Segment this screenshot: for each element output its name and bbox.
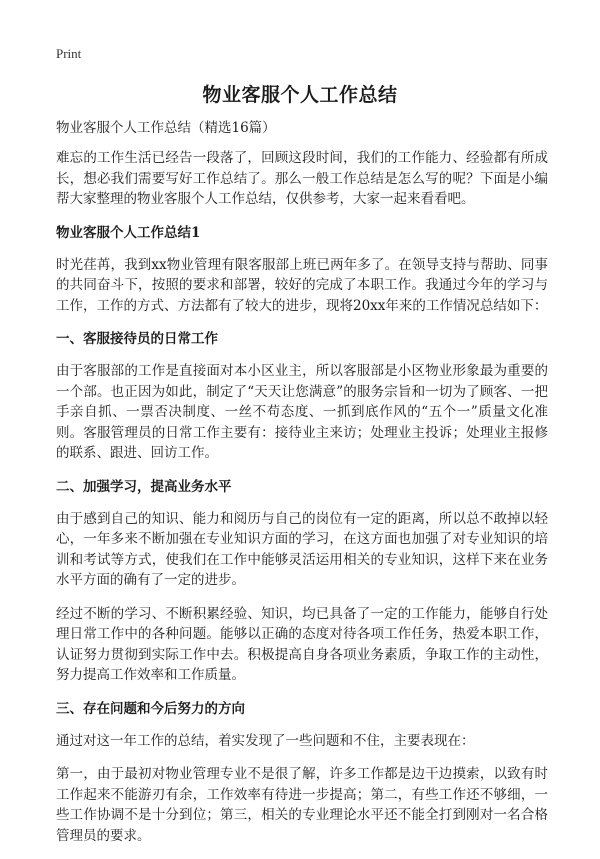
heading-reception-work: 一、客服接待员的日常工作 [56,331,218,347]
article-body [56,118,548,859]
intro-paragraph: 难忘的工作生活已经告一段落了，回顾这段时间，我们的工作能力、经验都有所成长，想必我们需要写好工作总结了。那么一般工作总结是怎么写的呢？下面是小编帮大家整理的物业客服个人工作总结，仅供参考，大家一起来看看吧。 [56,150,548,207]
print-link[interactable]: Print [56,46,82,61]
opening-paragraph: 时光荏苒，我到xx物业管理有限客服部上班已两年多了。在领导支持与帮助、同事的共同奋斗下，按照的要求和部署，较好的完成了本职工作。我通过今年的学习与工作，工作的方式、方法都有了较大的进步，现将20xx年来的工作情况总结如下： [56,256,548,314]
paragraph-study-1: 由于感到自己的知识、能力和阅历与自己的岗位有一定的距离，所以总不敢掉以轻心，一年多来不断加强在专业知识方面的学习，在这方面也加强了对专业知识的培训和考试等方式，使我们在工作中能够灵活运用相关的专业知识，这样下来在业务水平方面的确有了一定的进步。 [56,510,548,588]
section-heading: 物业客服个人工作总结1 [56,224,201,241]
page-title: 物业客服个人工作总结 [202,84,398,106]
paragraph-problems-list: 第一，由于最初对物业管理专业不是很了解，许多工作都是边干边摸索，以致有时工作起来不能游刃有余，工作效率有待进一步提高；第二，有些工作还不够细，一些工作协调不是十分到位；第三，相关的专业理论水平还不能全打到刚对一名合格管理员的要求。 [56,766,548,844]
paragraph-problems-intro: 通过对这一年工作的总结，着实发现了一些问题和不住，主要表现在： [56,732,475,749]
paragraph-reception-work: 由于客服部的工作是直接面对本小区业主，所以客服部是小区物业形象最为重要的一个部。也正因为如此，制定了“天天让您满意”的服务宗旨和一切为了顾客、一把手亲自抓、一票否决制度、一丝不苟态度、一抓到底作风的“五个一”质量文化准则。客服管理员的日常工作主要有：接待业主来访；处理业主投诉；处理业主报修的联系、跟进、回访工作。 [56,363,548,461]
paragraph-study-2: 经过不断的学习、不断积累经验、知识，均已具备了一定的工作能力，能够自行处理日常工作中的各种问题。能够以正确的态度对待各项工作任务，热爱本职工作，认证努力贯彻到实际工作中去。积极提高自身各项业务素质，争取工作的主动性，努力提高工作效率和工作质量。 [56,605,548,683]
heading-problems: 三、存在问题和今后努力的方向 [56,700,245,717]
article-subtitle: 物业客服个人工作总结（精选16篇） [56,120,276,136]
heading-study: 二、加强学习，提高业务水平 [56,478,232,495]
